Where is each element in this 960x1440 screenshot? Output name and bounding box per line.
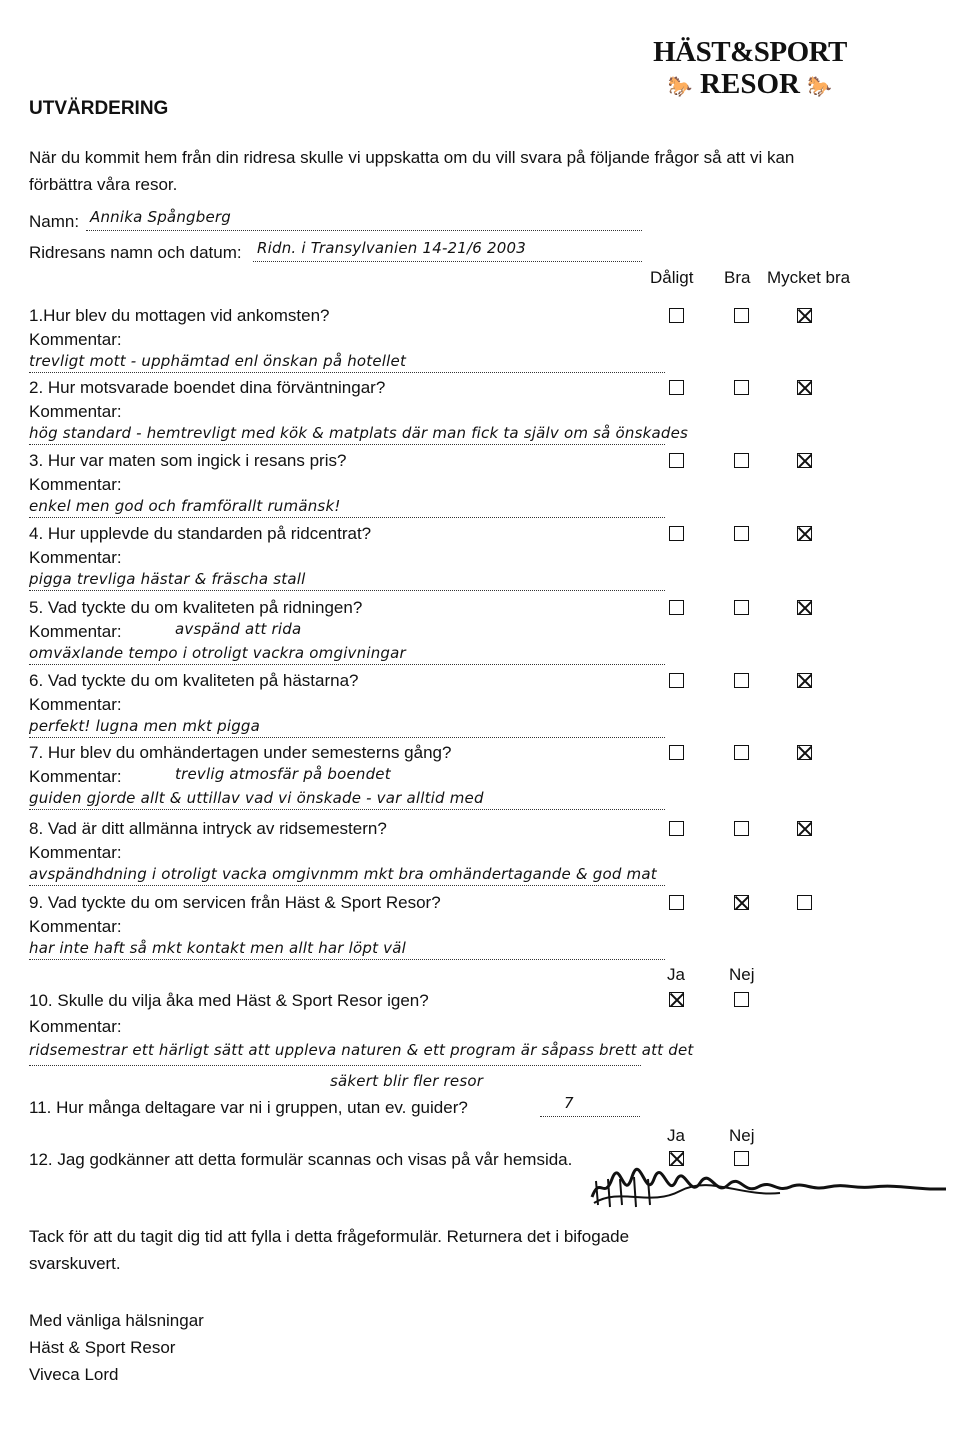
q3-text: 3. Hur var maten som ingick i resans pris? [29, 451, 347, 470]
q11-answer: 7 [564, 1094, 574, 1112]
q3-bad-checkbox[interactable] [669, 453, 684, 468]
company-logo [650, 36, 850, 103]
q5-good-checkbox[interactable] [734, 600, 749, 615]
closing-signer: Viveca Lord [29, 1365, 119, 1384]
horse-icon: 🐎 [807, 76, 833, 98]
q6-bad-checkbox[interactable] [669, 673, 684, 688]
name-label: Namn: [29, 212, 80, 231]
yes-header-q10: Ja [667, 965, 685, 984]
q2-text: 2. Hur motsvarade boendet dina förväntningar? [29, 378, 386, 397]
q8-comment-label: Kommentar: [29, 843, 122, 862]
q9-very-good-checkbox[interactable] [797, 895, 812, 910]
q3-good-checkbox[interactable] [734, 453, 749, 468]
q2-comment-line[interactable]: hög standard - hemtrevligt med kök & matplats där man fick ta själv om så önskades [29, 424, 665, 445]
q12-text: 12. Jag godkänner att detta formulär scannas och visas på vår hemsida. [29, 1150, 573, 1169]
closing-company: Häst & Sport Resor [29, 1338, 176, 1357]
q11-answer-field[interactable] [540, 1094, 640, 1117]
q6-very-good-checkbox[interactable] [797, 673, 812, 688]
q6-good-checkbox[interactable] [734, 673, 749, 688]
name-field[interactable] [86, 208, 642, 231]
q1-comment-line[interactable]: trevligt mott - upphämtad enl önskan på hotellet [29, 352, 665, 373]
q9-comment-line[interactable]: har inte haft så mkt kontakt men allt har löpt väl [29, 939, 665, 960]
q7-bad-checkbox[interactable] [669, 745, 684, 760]
intro-line-1: När du kommit hem från din ridresa skulle vi uppskatta om du vill svara på följande frågor så att vi kan [29, 148, 795, 167]
q5-comment-line[interactable]: omväxlande tempo i otroligt vackra omgivningar [29, 644, 665, 665]
q8-comment-line[interactable]: avspändhdning i otroligt vacka omgivnmm mkt bra omhändertagande & god mat [29, 865, 665, 886]
q7-comment-label: Kommentar: [29, 767, 122, 786]
thanks-line-1: Tack för att du tagit dig tid att fylla i detta frågeformulär. Returnera det i bifogade [29, 1227, 630, 1246]
q4-very-good-checkbox[interactable] [797, 526, 812, 541]
q7-very-good-checkbox[interactable] [797, 745, 812, 760]
q1-text: 1.Hur blev du mottagen vid ankomsten? [29, 306, 330, 325]
trip-value: Ridn. i Transylvanien 14-21/6 2003 [257, 239, 526, 257]
q10-text: 10. Skulle du vilja åka med Häst & Sport Resor igen? [29, 991, 429, 1010]
q5-text: 5. Vad tyckte du om kvaliteten på ridningen? [29, 598, 363, 617]
scale-header-good: Bra [724, 268, 751, 287]
thanks-line-2: svarskuvert. [29, 1254, 121, 1273]
q5-bad-checkbox[interactable] [669, 600, 684, 615]
trip-label: Ridresans namn och datum: [29, 243, 242, 262]
q5-comment-label: Kommentar: [29, 622, 122, 641]
q10-comment-line-2[interactable]: säkert blir fler resor [330, 1072, 484, 1090]
trip-field[interactable] [253, 239, 642, 262]
q6-comment-line[interactable]: perfekt! lugna men mkt pigga [29, 717, 665, 738]
q4-good-checkbox[interactable] [734, 526, 749, 541]
q8-bad-checkbox[interactable] [669, 821, 684, 836]
handwritten-signature [590, 1167, 950, 1209]
form-title: UTVÄRDERING [29, 98, 169, 119]
q4-text: 4. Hur upplevde du standarden på ridcentrat? [29, 524, 372, 543]
scale-header-very-good: Mycket bra [767, 268, 851, 287]
no-header-q10: Nej [729, 965, 755, 984]
q4-comment-line[interactable]: pigga trevliga hästar & fräscha stall [29, 570, 665, 591]
q1-good-checkbox[interactable] [734, 308, 749, 323]
q4-comment-label: Kommentar: [29, 548, 122, 567]
scale-header-bad: Dåligt [650, 268, 694, 287]
closing-greeting: Med vänliga hälsningar [29, 1311, 204, 1330]
q2-good-checkbox[interactable] [734, 380, 749, 395]
q3-comment-label: Kommentar: [29, 475, 122, 494]
q8-good-checkbox[interactable] [734, 821, 749, 836]
q12-yes-checkbox[interactable] [669, 1151, 684, 1166]
intro-line-2: förbättra våra resor. [29, 175, 178, 194]
q10-comment-label: Kommentar: [29, 1017, 122, 1036]
logo-line2: RESOR [700, 68, 800, 100]
q2-very-good-checkbox[interactable] [797, 380, 812, 395]
q12-no-checkbox[interactable] [734, 1151, 749, 1166]
q3-very-good-checkbox[interactable] [797, 453, 812, 468]
horse-icon: 🐎 [667, 76, 693, 98]
q8-text: 8. Vad är ditt allmänna intryck av ridsemestern? [29, 819, 387, 838]
yes-header-q12: Ja [667, 1126, 685, 1145]
q9-text: 9. Vad tyckte du om servicen från Häst & Sport Resor? [29, 893, 441, 912]
q2-bad-checkbox[interactable] [669, 380, 684, 395]
q9-comment-label: Kommentar: [29, 917, 122, 936]
q7-text: 7. Hur blev du omhändertagen under semesterns gång? [29, 743, 452, 762]
q11-text: 11. Hur många deltagare var ni i gruppen, utan ev. guider? [29, 1098, 468, 1117]
q3-comment-line[interactable]: enkel men god och framförallt rumänsk! [29, 497, 665, 518]
q6-text: 6. Vad tyckte du om kvaliteten på hästarna? [29, 671, 359, 690]
q5-very-good-checkbox[interactable] [797, 600, 812, 615]
q2-comment-label: Kommentar: [29, 402, 122, 421]
q6-comment-label: Kommentar: [29, 695, 122, 714]
q1-bad-checkbox[interactable] [669, 308, 684, 323]
no-header-q12: Nej [729, 1126, 755, 1145]
q10-yes-checkbox[interactable] [669, 992, 684, 1007]
logo-line1: HÄST&SPORT [653, 36, 847, 68]
q7-good-checkbox[interactable] [734, 745, 749, 760]
q1-comment-label: Kommentar: [29, 330, 122, 349]
q9-bad-checkbox[interactable] [669, 895, 684, 910]
q10-no-checkbox[interactable] [734, 992, 749, 1007]
q8-very-good-checkbox[interactable] [797, 821, 812, 836]
q10-comment-line-1[interactable]: ridsemestrar ett härligt sätt att uppleva naturen & ett program är såpass brett att det [29, 1041, 641, 1066]
q1-very-good-checkbox[interactable] [797, 308, 812, 323]
q4-bad-checkbox[interactable] [669, 526, 684, 541]
q7-comment-line[interactable]: guiden gjorde allt & uttillav vad vi önskade - var alltid med [29, 789, 665, 810]
q5-comment-inline[interactable]: avspänd att rida [175, 620, 302, 638]
q9-good-checkbox[interactable] [734, 895, 749, 910]
name-value: Annika Spångberg [90, 208, 231, 226]
q7-comment-inline[interactable]: trevlig atmosfär på boendet [175, 765, 391, 783]
